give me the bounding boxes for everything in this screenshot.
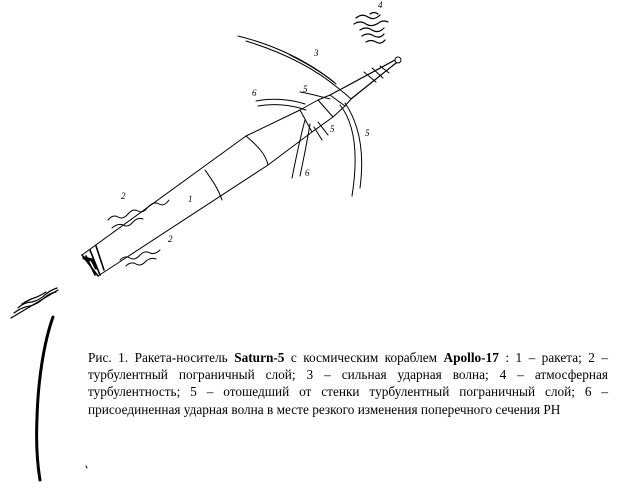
figure-caption — [88, 349, 608, 418]
caption-vehicle: Saturn-5 — [234, 350, 285, 365]
label-separated-layer-b: 5 — [330, 124, 335, 134]
label-shock-wave: 3 — [314, 48, 319, 58]
caption-middle: с космическим кораблем — [284, 350, 444, 365]
atmospheric-turbulence — [354, 13, 388, 44]
label-boundary-layer-bottom: 2 — [168, 234, 173, 244]
rocket-body — [82, 57, 401, 276]
separated-layer-arcs — [292, 103, 362, 196]
caption-body: : 1 – ракета; 2 – турбулентный пограничный слой; 3 – сильная ударная волна; 4 – атмосферная турбулентность; 5 – отошедший от стенки турбулентный пограничный слой; 6 – присоединенная ударная волна в месте резкого изменения поперечного сечения РН — [88, 350, 609, 417]
trajectory-arc — [37, 317, 53, 480]
caption-prefix: Рис. 1. Ракета-носитель — [88, 350, 235, 365]
label-attached-shock-a: 6 — [252, 88, 257, 98]
label-attached-shock-b: 6 — [305, 168, 310, 178]
label-separated-layer-c: 5 — [365, 128, 370, 138]
label-separated-layer-a: 5 — [303, 84, 308, 94]
caption-spacecraft: Apollo-17 — [443, 350, 499, 365]
label-rocket: 1 — [188, 194, 193, 204]
ground-turbulence — [11, 288, 58, 318]
label-boundary-layer-top: 2 — [121, 191, 126, 201]
label-turbulence: 4 — [378, 0, 383, 10]
boundary-layer-lines — [108, 200, 169, 266]
shock-wave-arcs — [238, 36, 338, 88]
